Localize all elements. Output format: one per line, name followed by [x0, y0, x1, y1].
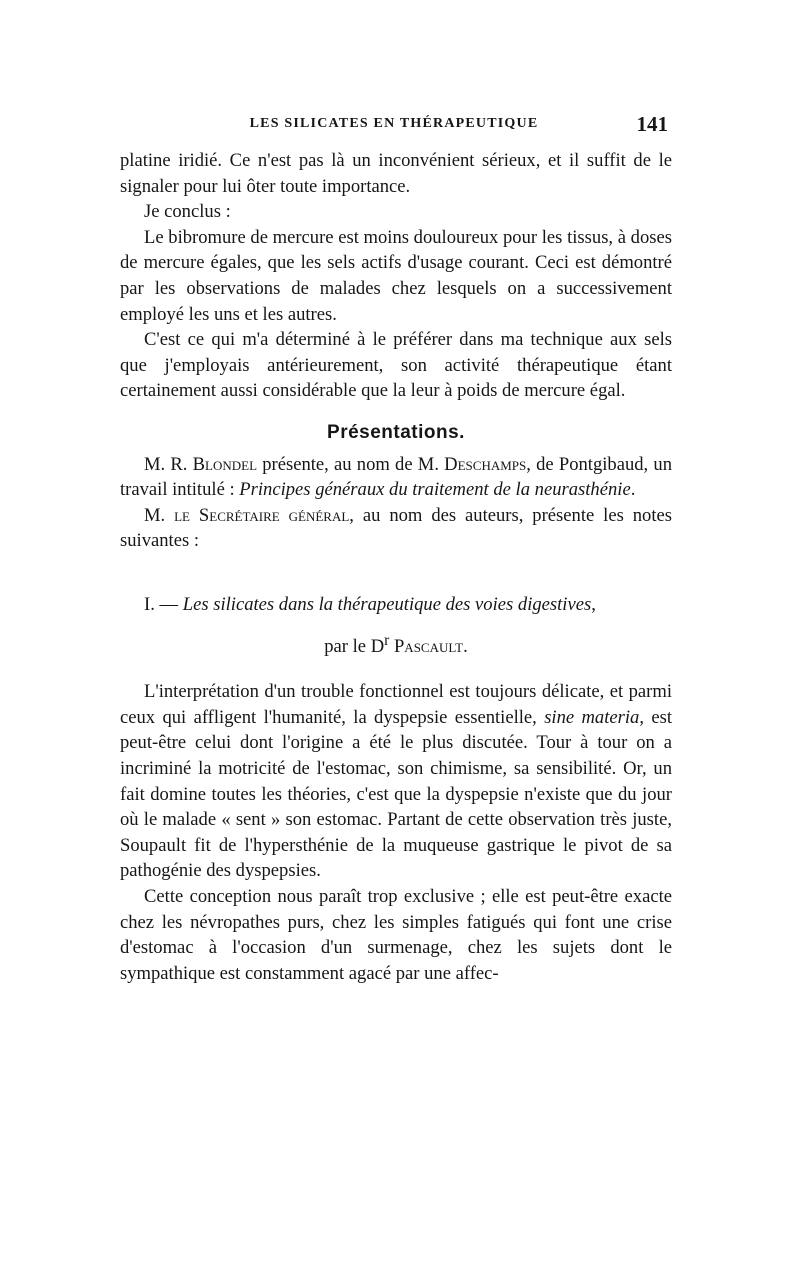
text-run: par le D: [324, 635, 385, 657]
paragraph-technique: C'est ce qui m'a déterminé à le préférer dans ma technique aux sels que j'employais antérieurement, son activité thérapeutique étant certainement aussi considérable que la leur à poids de mercure égal.: [120, 329, 672, 402]
work-title: Principes généraux du traitement de la neurasthénie: [239, 479, 631, 501]
paragraph-conclusion-intro: Je conclus :: [144, 201, 231, 223]
paragraph-body-2: Cette conception nous paraît trop exclusive ; elle est peut-être exacte chez les névropathes purs, chez les simples fatigués qui font une crise d'estomac à l'occasion d'un surmenage, chez les sujets dont le sympathique est constamment agacé par une affec-: [120, 886, 672, 984]
paragraph-conclusion: Le bibromure de mercure est moins douloureux pour les tissus, à doses de mercure égales, que les sels actifs d'usage courant. Ceci est démontré par les observations de malades chez lesquels on a successivement employé les uns et les autres.: [120, 226, 672, 325]
article-number: I. —: [144, 593, 183, 615]
paragraph-presentation-1: [120, 452, 672, 503]
article-title: [120, 592, 672, 618]
running-title: LES SILICATES EN THÉRAPEUTIQUE: [249, 116, 539, 131]
text-run: , de Pontgibaud, un travail intitulé :: [120, 453, 673, 501]
paragraph-continuation: platine iridié. Ce n'est pas là un inconvénient sérieux, et il suffit de le signaler pour lui ôter toute importance.: [120, 150, 672, 197]
text-block: [120, 148, 672, 986]
text-run: , est peut-être celui dont l'origine a été le plus discutée. Tour à tour on a incriminé la motricité de l'estomac, son chimisme, sa sensibilité. Or, un fait domine toutes les théories, c'est que la dyspepsie n'existe que du jour où le malade « sent » son estomac. Partant de cette observation très juste, Soupault fit de l'hypersthénie de la muqueuse gastrique le pivot de sa pathogénie des dyspepsies.: [120, 706, 673, 882]
text-run: .: [463, 635, 468, 657]
person-name: Blondel: [192, 453, 258, 475]
role-name: le Secrétaire général: [174, 504, 350, 526]
paragraph-body-1: [120, 679, 672, 884]
text-run: .: [630, 479, 636, 501]
section-heading: Présentations.: [327, 421, 465, 443]
text-run: , au nom des auteurs, présente les notes suivantes :: [120, 504, 672, 552]
text-run: présente, au nom de M.: [257, 453, 445, 475]
person-name: Deschamps: [444, 453, 527, 475]
article-title-text: Les silicates dans la thérapeutique des voies digestives: [182, 593, 592, 615]
paragraph-presentation-2: [120, 503, 672, 554]
latin-phrase: sine materia: [544, 706, 640, 728]
running-head: [120, 112, 668, 138]
text-run: L'interprétation d'un trouble fonctionnel est toujours délicate, et parmi ceux qui affligent l'humanité, la dyspepsie essentielle,: [120, 681, 672, 728]
text-run: M.: [144, 504, 175, 526]
author-name: Pascault: [393, 635, 464, 657]
dr-superscript: r: [384, 631, 390, 649]
text-run: ,: [591, 593, 596, 615]
article-author: [120, 628, 672, 660]
page-number: 141: [636, 112, 668, 136]
text-run: M. R.: [144, 453, 193, 475]
